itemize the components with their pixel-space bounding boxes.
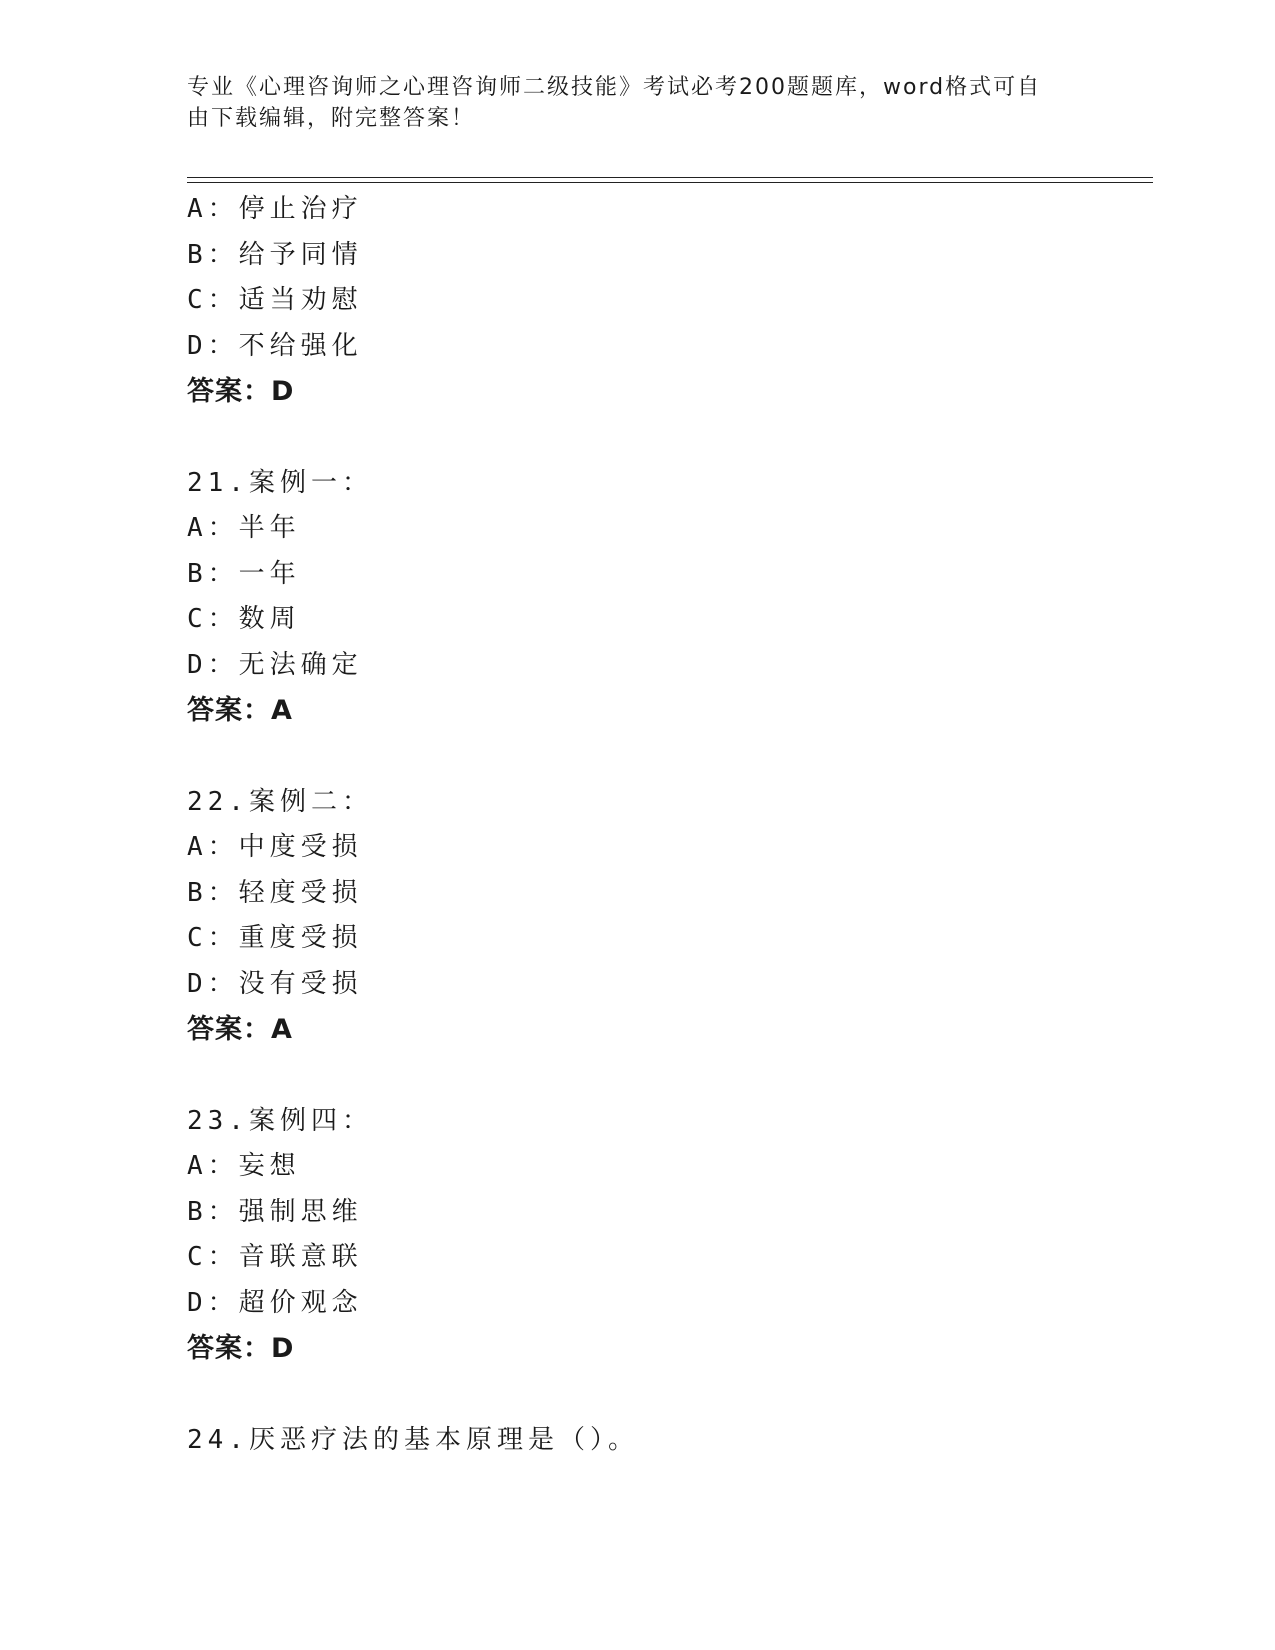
question-stem: 23.案例四：	[187, 1105, 373, 1136]
question-block	[187, 187, 1147, 415]
option-d: D：没有受损	[187, 968, 363, 999]
option-c: C：音联意联	[187, 1242, 363, 1272]
question-block	[187, 1099, 1147, 1372]
option-a: A：中度受损	[187, 832, 363, 862]
question-block	[187, 461, 1147, 734]
option-a: A：停止治疗	[187, 194, 363, 224]
option-b: B：轻度受损	[187, 877, 363, 908]
spacer	[187, 1372, 1147, 1418]
option-b: B：强制思维	[187, 1196, 363, 1227]
option-b: B：给予同情	[187, 239, 363, 270]
option-d: D：无法确定	[187, 649, 363, 680]
header-line-2: 由下载编辑，附完整答案！	[187, 106, 476, 131]
question-list	[187, 187, 1147, 1463]
question-block	[187, 1418, 1147, 1464]
option-d: D：超价观念	[187, 1287, 363, 1318]
document-header	[187, 72, 1067, 134]
question-stem: 21.案例一：	[187, 467, 373, 498]
spacer	[187, 734, 1147, 780]
spacer	[187, 1053, 1147, 1099]
option-d: D：不给强化	[187, 330, 363, 361]
answer-line: 答案：A	[187, 695, 293, 726]
option-c: C：数周	[187, 604, 301, 634]
question-stem: 24.厌恶疗法的基本原理是（）。	[187, 1424, 639, 1455]
header-divider-bottom	[187, 182, 1153, 183]
option-c: C：重度受损	[187, 923, 363, 953]
option-b: B：一年	[187, 558, 301, 589]
answer-line: 答案：D	[187, 376, 295, 407]
answer-line: 答案：D	[187, 1333, 295, 1364]
question-block	[187, 780, 1147, 1053]
option-a: A：半年	[187, 513, 301, 543]
question-stem: 22.案例二：	[187, 786, 373, 817]
option-c: C：适当劝慰	[187, 285, 363, 315]
spacer	[187, 415, 1147, 461]
header-line-1: 专业《心理咨询师之心理咨询师二级技能》考试必考200题题库，word格式可自	[187, 75, 1042, 100]
answer-line: 答案：A	[187, 1014, 293, 1045]
header-divider-top	[187, 177, 1153, 178]
option-a: A：妄想	[187, 1151, 301, 1181]
